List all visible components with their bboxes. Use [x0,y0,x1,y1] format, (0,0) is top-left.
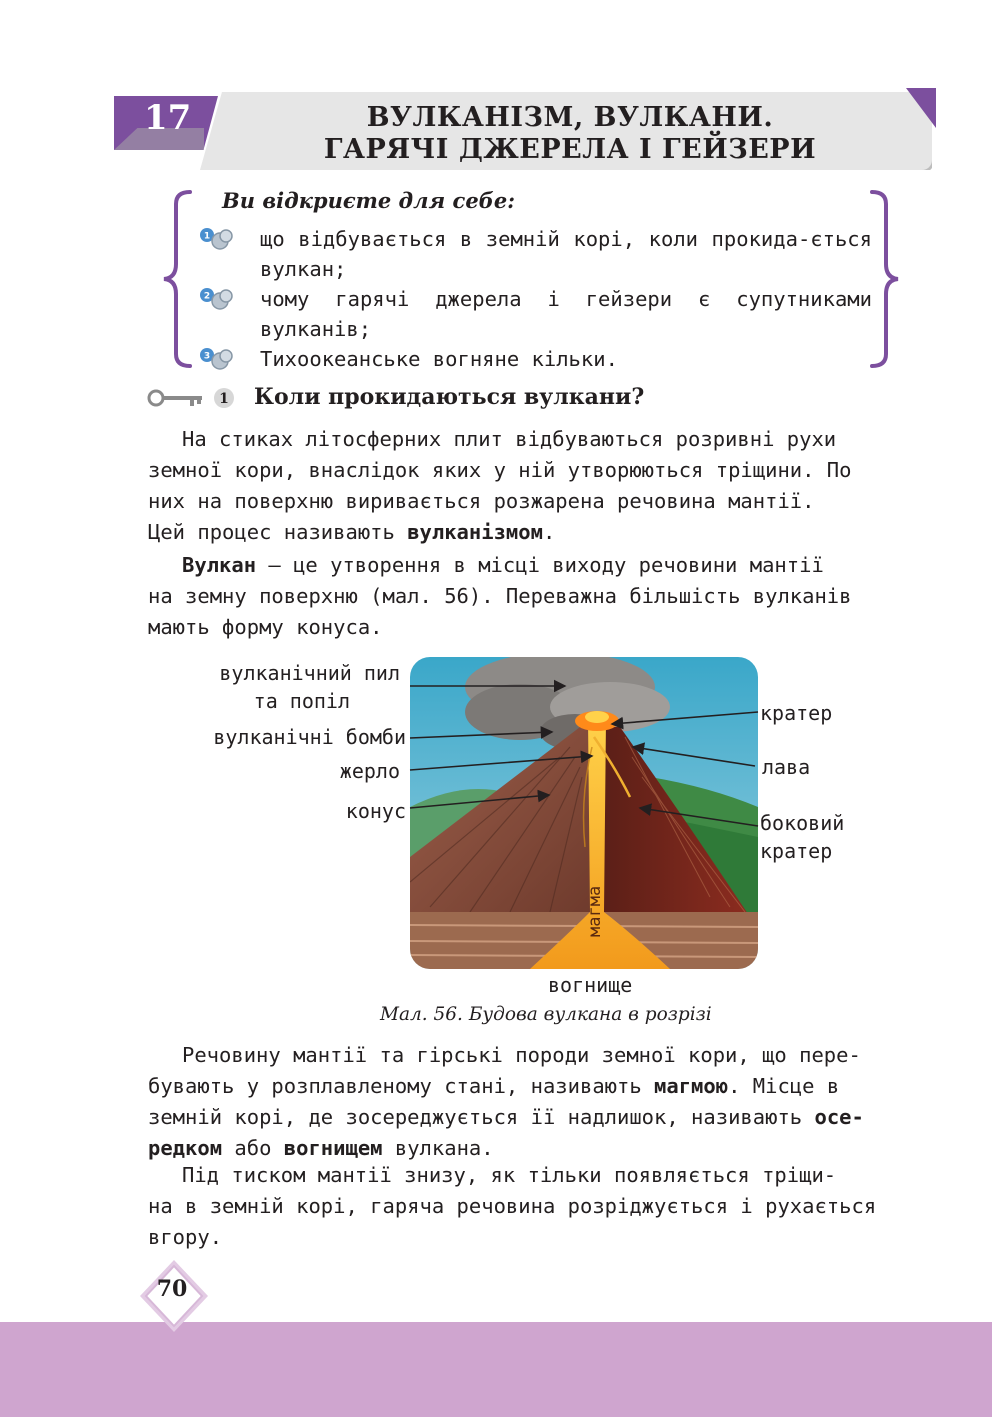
text-run: земній корі, де зосереджується її надлишок, називають [148,1105,815,1129]
label-vent: жерло [339,759,400,783]
section-number: 1 [219,391,229,407]
right-brace [870,188,900,370]
text-line: мають форму конуса. [148,615,383,639]
text-line: Під тиском мантії знизу, як тільки появляється тріщи- [182,1163,837,1187]
paragraph-volcano-definition [148,550,913,643]
text-line: На стиках літосферних плит відбуваються розривні рухи [182,427,837,451]
lesson-header [0,0,992,180]
text-run: бувають у розплавленому стані, називають [148,1074,655,1098]
text-line [148,550,913,581]
objective-text: що відбувається в земній корі, коли прокида-ється вулкан; [260,227,872,281]
lesson-number: 17 [144,98,192,138]
objective-1-icon [198,226,238,252]
term-focus-part1: осе- [814,1105,864,1129]
objective-text: чому гарячі джерела і гейзери є супутниками вулканів; [260,287,872,341]
svg-text:3: 3 [203,351,211,362]
label-lava: лава [762,755,811,779]
section-title: Коли прокидаються вулкани? [254,384,645,410]
label-ash-line1: вулканічний пил [219,661,400,685]
text-line: Речовину мантії та гірські породи земної кори, що пере- [182,1043,861,1067]
text-run: або [222,1136,284,1160]
objective-3-icon [198,346,238,372]
text-line: на в земній корі, гаряча речовина розріджується і рухається [148,1194,877,1218]
paragraph-volcanism [148,424,913,548]
term-volcano: Вулкан [182,553,257,577]
label-crater: кратер [760,701,833,725]
label-ash-line2: та попіл [253,689,350,713]
text-line: земної кори, внаслідок яких у ній утворюються тріщини. По [148,458,852,482]
text-line [148,1102,913,1133]
volcano-figure [200,655,900,1035]
text-run: Цей процес називають [148,520,408,544]
term-focus-part2: редком [148,1136,223,1160]
key-icon [146,386,236,410]
figure-caption: Мал. 56. Будова вулкана в розрізі [380,1004,712,1025]
label-volcanic-bombs: вулканічні бомби [213,725,406,749]
text-line [148,1071,913,1102]
text-line: вгору. [148,1225,223,1249]
term-chamber: вогнищем [283,1136,383,1160]
objectives-heading: Ви відкриєте для себе: [222,188,515,213]
page-number: 70 [156,1276,188,1302]
text-run: — це утворення в місці виходу речовини мантії [256,553,824,577]
term-magma: магмою [654,1074,729,1098]
lesson-title-line-1: ВУЛКАНІЗМ, ВУЛКАНИ. [366,102,774,133]
section-heading [146,382,926,416]
text-run: . [542,520,556,544]
text-line: на земну поверхню (мал. 56). Переважна більшість вулканів [148,584,852,608]
text-line: них на поверхню виривається розжарена речовина мантії. [148,489,815,513]
text-line [148,517,913,548]
text-run: вулкана. [382,1136,494,1160]
paragraph-pressure [148,1160,913,1253]
objective-text: Тихоокеанське вогняне кільки. [260,347,618,371]
magma-label: магма [585,885,605,937]
svg-text:2: 2 [203,291,211,302]
left-brace [162,188,192,370]
term-volcanism: вулканізмом [407,520,543,544]
volcano-cross-section-illustration [410,657,758,969]
label-magma-chamber: вогнище [548,973,633,997]
objective-2-icon [198,286,238,312]
footer-band [0,1322,992,1417]
label-side-crater-line2: кратер [760,839,833,863]
label-cone: конус [345,799,406,823]
objectives-box [162,188,904,374]
text-run: . Місце в [728,1074,840,1098]
svg-text:1: 1 [203,231,211,242]
paragraph-magma [148,1040,913,1164]
label-side-crater-line1: боковий [760,811,845,835]
lesson-title-line-2: ГАРЯЧІ ДЖЕРЕЛА І ГЕЙЗЕРИ [323,134,817,165]
